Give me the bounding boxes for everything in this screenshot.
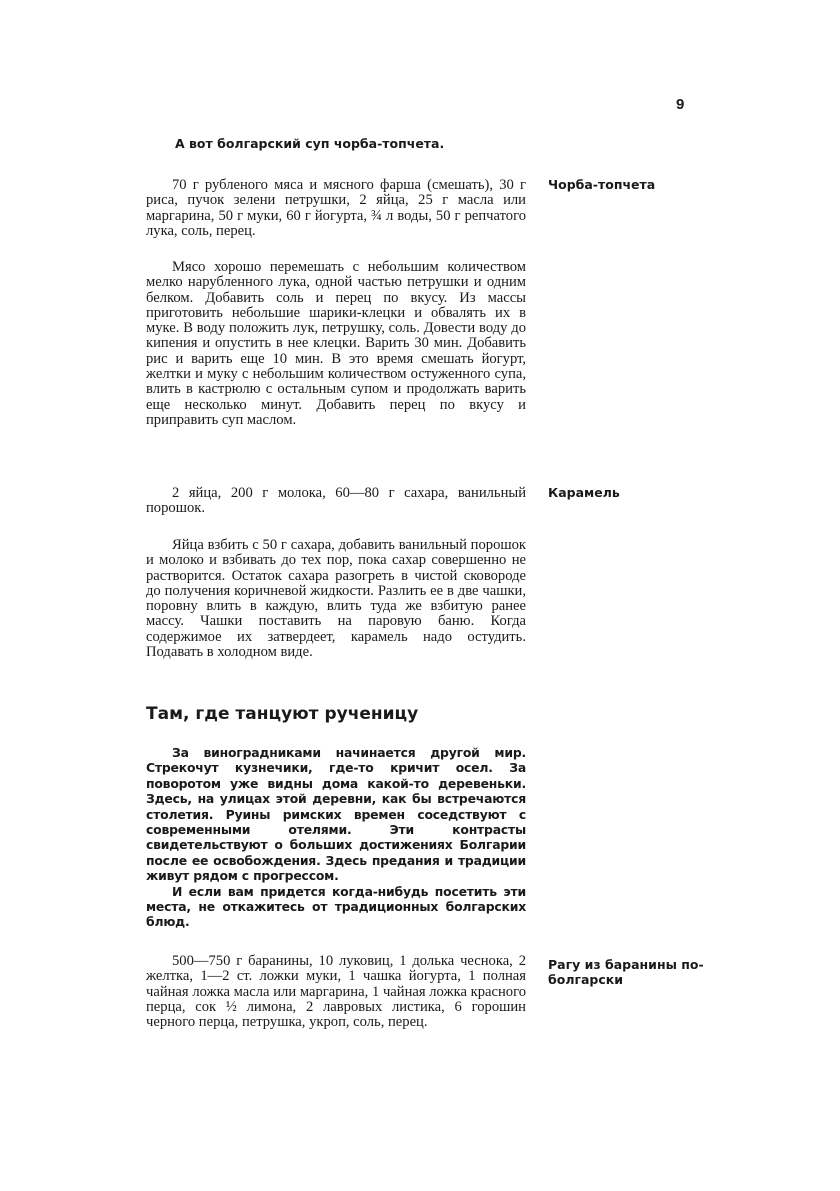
recipe-title-lamb-ragout: Рагу из баранины по-болгарски — [548, 957, 704, 987]
recipe-method-caramel: Яйца взбить с 50 г сахара, добавить ванильный порошок и молоко и взбивать до тех пор, пока сахар совершенно не растворится. Остаток сахара разогреть в чистой сковороде до получения коричневой жидкости. Разлить ее в две чашки, поровну влить в каждую, влить туда же взбитую ранее массу. Чашки поставить на паровую баню. Когда содержимое их затвердеет, карамель надо остудить. Подавать в холодном виде. — [146, 537, 526, 661]
section-paragraph: И если вам придется когда-нибудь посетить эти места, не откажитесь от традиционных болгарских блюд. — [146, 883, 526, 930]
section-heading: Там, где танцуют рученицу — [146, 704, 419, 724]
intro-line: А вот болгарский суп чорба-топчета. — [175, 136, 445, 151]
recipe-title-caramel: Карамель — [548, 485, 620, 500]
recipe-ingredients-chorba: 70 г рубленого мяса и мясного фарша (смешать), 30 г риса, пучок зелени петрушки, 2 яйца, 25 г масла или маргарина, 50 г муки, 60 г йогурта, ¾ л воды, 50 г репчатого лука, соль, перец. — [146, 177, 526, 239]
section-body — [146, 745, 526, 930]
recipe-title-chorba: Чорба-топчета — [548, 177, 656, 192]
recipe-ingredients-lamb-ragout: 500—750 г баранины, 10 луковиц, 1 долька чеснока, 2 желтка, 1—2 ст. ложки муки, 1 чашка йогурта, 1 полная чайная ложка масла или маргарина, 1 чайная ложка красного перца, сок ½ лимона, 2 лавровых листика, 6 горошин черного перца, петрушка, укроп, соль, перец. — [146, 953, 526, 1031]
recipe-method-chorba: Мясо хорошо перемешать с небольшим количеством мелко нарубленного лука, одной частью петрушки и одним белком. Добавить соль и перец по вкусу. Из массы приготовить небольшие шарики-клецки и обвалять их в муке. В воду положить лук, петрушку, соль. Довести воду до кипения и опустить в нее клецки. Варить 30 мин. Добавить рис и варить еще 10 мин. В это время смешать йогурт, желтки и муку с небольшим количеством остуженного супа, влить в кастрюлю с остальным супом и продолжать варить еще несколько минут. Добавить перец по вкусу и приправить суп маслом. — [146, 259, 526, 428]
page-number: 9 — [676, 96, 685, 113]
section-paragraph: За виноградниками начинается другой мир. Стрекочут кузнечики, где-то кричит осел. За поворотом уже видны дома какой-то деревеньки. Здесь, на улицах этой деревни, как бы встречаются столетия. Руины римских времен соседствуют с современными отелями. Эти контрасты свидетельствуют о больших достижениях Болгарии после ее освобождения. Здесь предания и традиции живут рядом с прогрессом. — [146, 745, 526, 884]
recipe-ingredients-caramel: 2 яйца, 200 г молока, 60—80 г сахара, ванильный порошок. — [146, 485, 526, 517]
